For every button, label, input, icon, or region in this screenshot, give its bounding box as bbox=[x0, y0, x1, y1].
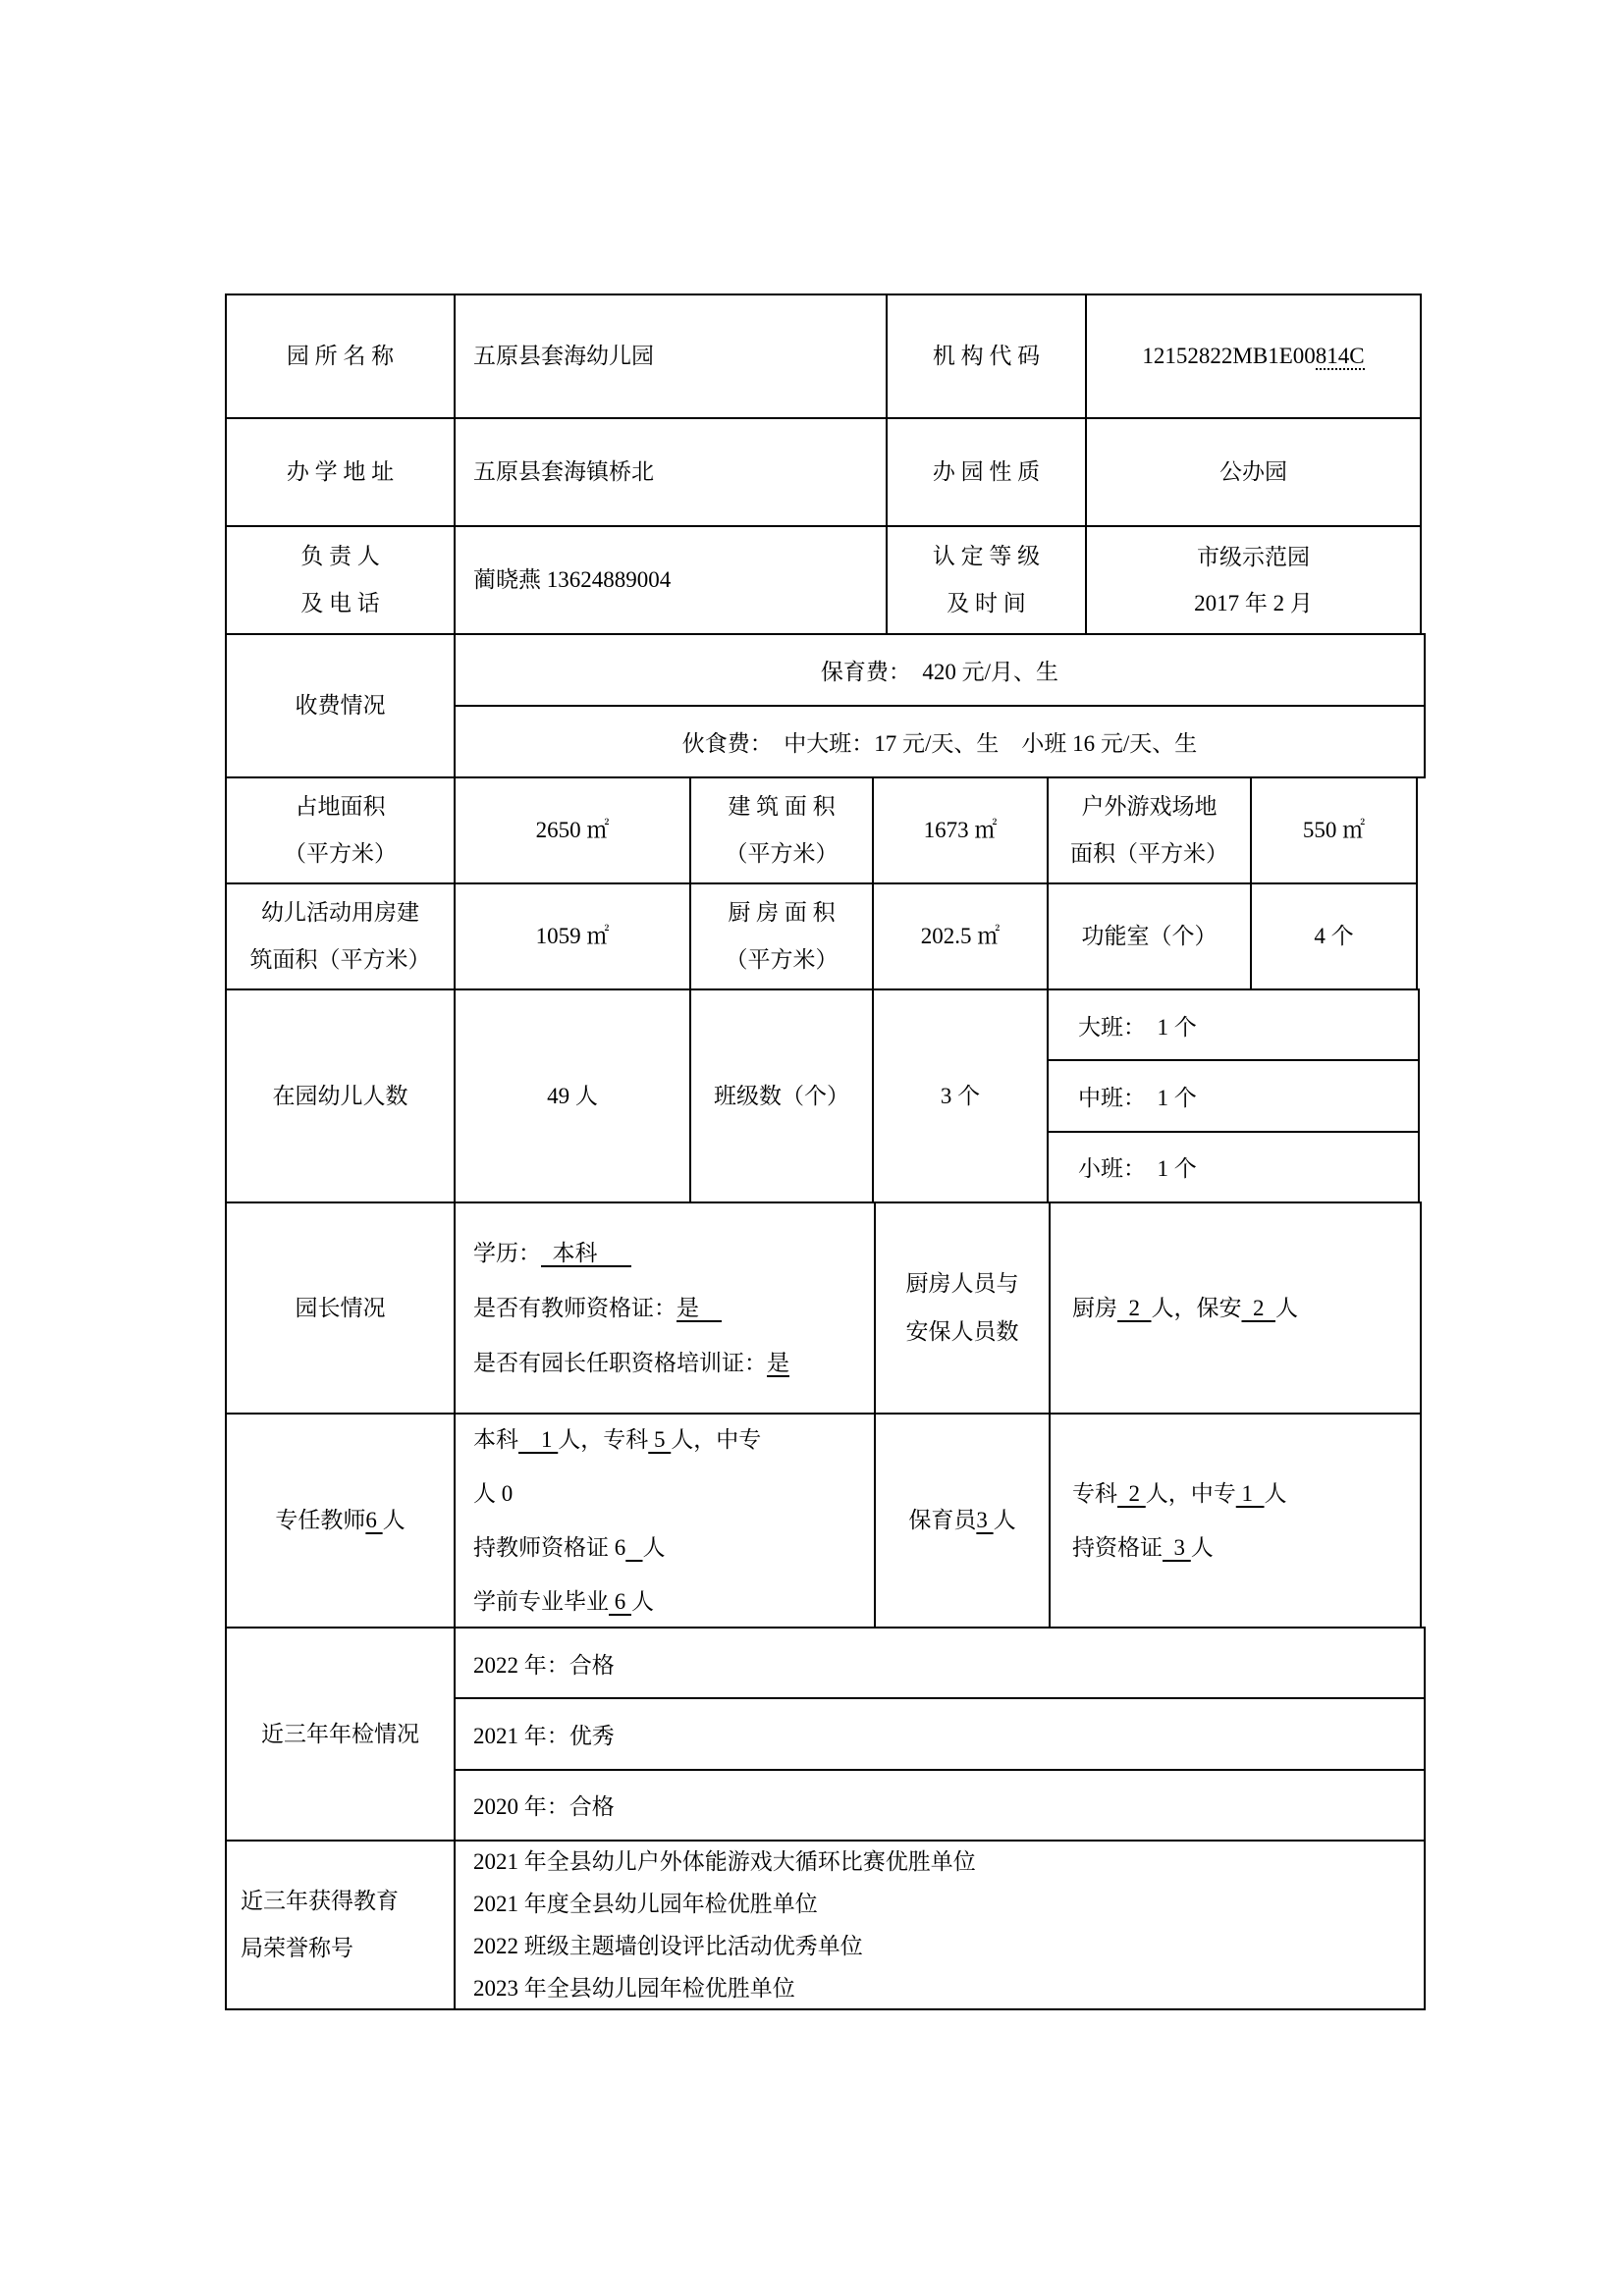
inspection-text: 2020 年：合格 bbox=[473, 1794, 615, 1820]
teacher-line bbox=[473, 1521, 666, 1575]
text-segment: 6 bbox=[609, 1589, 631, 1614]
label-text: 机 构 代 码 bbox=[932, 344, 1041, 369]
text-segment: 6 bbox=[365, 1508, 383, 1533]
label-grade-time bbox=[886, 525, 1087, 635]
value-text: 3 个 bbox=[940, 1083, 981, 1108]
label-text bbox=[908, 1503, 1015, 1538]
label-org-code bbox=[886, 294, 1087, 419]
label-line: （平方米） bbox=[284, 841, 397, 866]
value-text: 2650 ㎡ bbox=[535, 818, 610, 843]
value-kitchen-area bbox=[872, 882, 1049, 990]
value-activity-area bbox=[454, 882, 691, 990]
text-segment: 人 bbox=[642, 1535, 666, 1560]
value-line: 2017 年 2 月 bbox=[1194, 591, 1313, 615]
label-line: 建 筑 面 积 bbox=[728, 793, 836, 819]
label-text: 园 所 名 称 bbox=[286, 344, 395, 369]
fees-detail-cell bbox=[454, 633, 1426, 778]
text-segment: 12152822MB1E00 bbox=[1142, 344, 1316, 369]
text-segment: 人，中专 bbox=[671, 1427, 762, 1452]
value-text: 202.5 ㎡ bbox=[920, 924, 1001, 949]
text-segment: 3 bbox=[976, 1508, 994, 1533]
label-text bbox=[275, 1503, 405, 1538]
label-text: 近三年年检情况 bbox=[261, 1721, 419, 1746]
label-line: 面积（平方米） bbox=[1070, 841, 1228, 866]
text-segment: 人 0 bbox=[473, 1481, 514, 1506]
fee-care-line bbox=[456, 635, 1424, 707]
label-children-count bbox=[225, 988, 456, 1203]
value-grade-time bbox=[1085, 525, 1422, 635]
label-text: 园长情况 bbox=[295, 1295, 386, 1320]
text-segment: 是否有园长任职资格培训证： bbox=[473, 1350, 767, 1375]
label-nursery-staff bbox=[874, 1413, 1051, 1629]
text-segment: 1 bbox=[518, 1427, 559, 1452]
class-breakdown-cell bbox=[1047, 988, 1420, 1203]
text-segment: 814C bbox=[1315, 344, 1365, 369]
text-segment: 3 bbox=[1163, 1535, 1191, 1560]
class-text: 小班： 1 个 bbox=[1078, 1156, 1197, 1182]
row-principal bbox=[225, 1201, 1428, 1415]
label-class-count bbox=[689, 988, 874, 1203]
value-function-rooms bbox=[1250, 882, 1418, 990]
label-line: 负 责 人 bbox=[300, 543, 380, 568]
label-line: 厨 房 面 积 bbox=[728, 899, 836, 925]
text-segment: 5 bbox=[648, 1427, 672, 1452]
text-segment bbox=[625, 1535, 642, 1560]
label-fees bbox=[225, 633, 456, 778]
text-segment: 人 bbox=[1190, 1535, 1214, 1560]
class-text: 中班： 1 个 bbox=[1078, 1085, 1197, 1110]
label-function-rooms bbox=[1047, 882, 1252, 990]
class-junior-line bbox=[1049, 1133, 1418, 1201]
label-text: 办 园 性 质 bbox=[932, 459, 1041, 485]
principal-line bbox=[473, 1281, 722, 1336]
fee-text: 保育费： 420 元/月、生 bbox=[820, 660, 1059, 684]
text-segment: 持教师资格证 6 bbox=[473, 1535, 626, 1560]
teacher-line bbox=[473, 1467, 513, 1521]
label-address bbox=[225, 417, 456, 527]
teacher-line bbox=[473, 1575, 654, 1629]
label-activity-area bbox=[225, 882, 456, 990]
honor-line: 2021 年度全县幼儿园年检优胜单位 bbox=[473, 1892, 818, 1916]
value-text: 550 ㎡ bbox=[1302, 818, 1366, 843]
nursery-line bbox=[1072, 1467, 1287, 1521]
inspection-2020-line bbox=[456, 1771, 1424, 1840]
fee-meal-line bbox=[456, 707, 1424, 776]
label-land-area bbox=[225, 776, 456, 884]
text-segment: 是 bbox=[677, 1295, 722, 1320]
text-segment: 专任教师 bbox=[275, 1508, 366, 1533]
value-honors-list bbox=[454, 1840, 1426, 2010]
text-segment: 1 bbox=[1235, 1481, 1265, 1506]
row-teachers bbox=[225, 1413, 1428, 1629]
label-line: 幼儿活动用房建 bbox=[261, 899, 419, 925]
text-segment: 人 bbox=[631, 1589, 654, 1614]
row-areas-1 bbox=[225, 776, 1428, 884]
value-nursery-detail bbox=[1049, 1413, 1422, 1629]
label-kitchen-area bbox=[689, 882, 874, 990]
row-address-nature bbox=[225, 417, 1428, 527]
value-class-count bbox=[872, 988, 1049, 1203]
value-org-code bbox=[1085, 294, 1422, 419]
text-segment: 2 bbox=[1241, 1295, 1275, 1320]
value-text: 五原县套海幼儿园 bbox=[473, 344, 654, 369]
label-text: 办 学 地 址 bbox=[286, 459, 395, 485]
text-segment: 专科 bbox=[1072, 1481, 1117, 1506]
label-line: 户外游戏场地 bbox=[1081, 793, 1218, 819]
value-text: 五原县套海镇桥北 bbox=[473, 459, 654, 485]
class-senior-line bbox=[1049, 990, 1418, 1061]
label-line: 安保人员数 bbox=[905, 1318, 1019, 1344]
inspection-detail-cell bbox=[454, 1627, 1426, 1842]
inspection-2021-line bbox=[456, 1699, 1424, 1770]
principal-line bbox=[473, 1336, 789, 1391]
class-middle-line bbox=[1049, 1061, 1418, 1132]
honor-line: 2021 年全县幼儿户外体能游戏大循环比赛优胜单位 bbox=[473, 1849, 976, 1874]
text-segment: 2 bbox=[1117, 1481, 1146, 1506]
label-text: 收费情况 bbox=[295, 693, 386, 719]
value-text: 公办园 bbox=[1219, 459, 1287, 485]
label-kitchen-security-staff bbox=[874, 1201, 1051, 1415]
inspection-text: 2021 年：优秀 bbox=[473, 1723, 615, 1748]
inspection-2022-line bbox=[456, 1629, 1424, 1699]
teacher-line bbox=[473, 1413, 761, 1467]
label-text: 班级数（个） bbox=[714, 1083, 849, 1108]
label-line: 近三年获得教育 bbox=[241, 1888, 399, 1913]
text-segment: 本科 bbox=[473, 1427, 518, 1452]
label-nature bbox=[886, 417, 1087, 527]
value-nature bbox=[1085, 417, 1422, 527]
text-segment: 人 bbox=[1275, 1295, 1298, 1320]
row-honors bbox=[225, 1840, 1428, 2010]
text-segment: 学前专业毕业 bbox=[473, 1589, 609, 1614]
text-segment: 人，中专 bbox=[1145, 1481, 1236, 1506]
label-kindergarten-name bbox=[225, 294, 456, 419]
label-line: （平方米） bbox=[725, 947, 839, 972]
text-segment: 人，专科 bbox=[558, 1427, 649, 1452]
value-text: 蔺晓燕 13624889004 bbox=[473, 567, 672, 593]
text-segment: 是否有教师资格证： bbox=[473, 1295, 677, 1320]
text-segment: 持资格证 bbox=[1072, 1535, 1163, 1560]
label-principal-info bbox=[225, 1201, 456, 1415]
label-inspection bbox=[225, 1627, 456, 1842]
row-contact-grade bbox=[225, 525, 1428, 635]
value-text: 1059 ㎡ bbox=[535, 924, 610, 949]
text-segment: 2 bbox=[1117, 1295, 1152, 1320]
kindergarten-info-table bbox=[225, 294, 1428, 2010]
label-text: 在园幼儿人数 bbox=[272, 1083, 408, 1108]
row-fees bbox=[225, 633, 1428, 778]
label-line: （平方米） bbox=[725, 841, 839, 866]
staff-line bbox=[1072, 1291, 1298, 1326]
value-text: 1673 ㎡ bbox=[923, 818, 998, 843]
text-segment: 是 bbox=[767, 1350, 789, 1375]
label-building-area bbox=[689, 776, 874, 884]
value-text: 4 个 bbox=[1314, 924, 1354, 949]
label-line: 占地面积 bbox=[295, 793, 386, 819]
inspection-text: 2022 年：合格 bbox=[473, 1652, 615, 1678]
row-name-code bbox=[225, 294, 1428, 419]
label-line: 局荣誉称号 bbox=[241, 1936, 353, 1960]
label-teachers bbox=[225, 1413, 456, 1629]
row-areas-2 bbox=[225, 882, 1428, 990]
text-segment: 人 bbox=[993, 1508, 1016, 1533]
value-line: 市级示范园 bbox=[1197, 545, 1310, 569]
value-outdoor-area bbox=[1250, 776, 1418, 884]
nursery-line bbox=[1072, 1521, 1214, 1575]
value-building-area bbox=[872, 776, 1049, 884]
label-line: 筑面积（平方米） bbox=[249, 947, 431, 972]
text-segment: 厨房 bbox=[1072, 1295, 1117, 1320]
label-line: 厨房人员与 bbox=[905, 1271, 1019, 1297]
honor-line: 2022 班级主题墙创设评比活动优秀单位 bbox=[473, 1934, 863, 1958]
text-segment: 保育员 bbox=[908, 1508, 977, 1533]
value-text: 49 人 bbox=[547, 1083, 598, 1108]
value-kindergarten-name bbox=[454, 294, 888, 419]
text-segment: 本科 bbox=[541, 1240, 631, 1265]
value-land-area bbox=[454, 776, 691, 884]
value-teachers-detail bbox=[454, 1413, 876, 1629]
label-outdoor-area bbox=[1047, 776, 1252, 884]
value-person-phone bbox=[454, 525, 888, 635]
text-segment: 学历： bbox=[473, 1240, 541, 1265]
honor-line: 2023 年全县幼儿园年检优胜单位 bbox=[473, 1976, 795, 2001]
fee-text: 伙食费： 中大班：17 元/天、生 小班 16 元/天、生 bbox=[681, 731, 1198, 756]
row-inspection bbox=[225, 1627, 1428, 1842]
text-segment: 人，保安 bbox=[1151, 1295, 1242, 1320]
text-segment: 人 bbox=[1264, 1481, 1287, 1506]
label-line: 及 时 间 bbox=[947, 591, 1026, 615]
value-children-count bbox=[454, 988, 691, 1203]
value-principal-info bbox=[454, 1201, 876, 1415]
label-person-phone bbox=[225, 525, 456, 635]
row-children bbox=[225, 988, 1428, 1203]
label-line: 认 定 等 级 bbox=[932, 543, 1041, 568]
principal-line bbox=[473, 1226, 631, 1281]
class-text: 大班： 1 个 bbox=[1078, 1014, 1197, 1040]
text-segment: 人 bbox=[382, 1508, 406, 1533]
value-kitchen-security-staff bbox=[1049, 1201, 1422, 1415]
label-line: 及 电 话 bbox=[300, 591, 380, 615]
value-address bbox=[454, 417, 888, 527]
label-honors bbox=[225, 1840, 456, 2010]
label-text: 功能室（个） bbox=[1081, 924, 1218, 949]
org-code-text bbox=[1142, 339, 1364, 374]
